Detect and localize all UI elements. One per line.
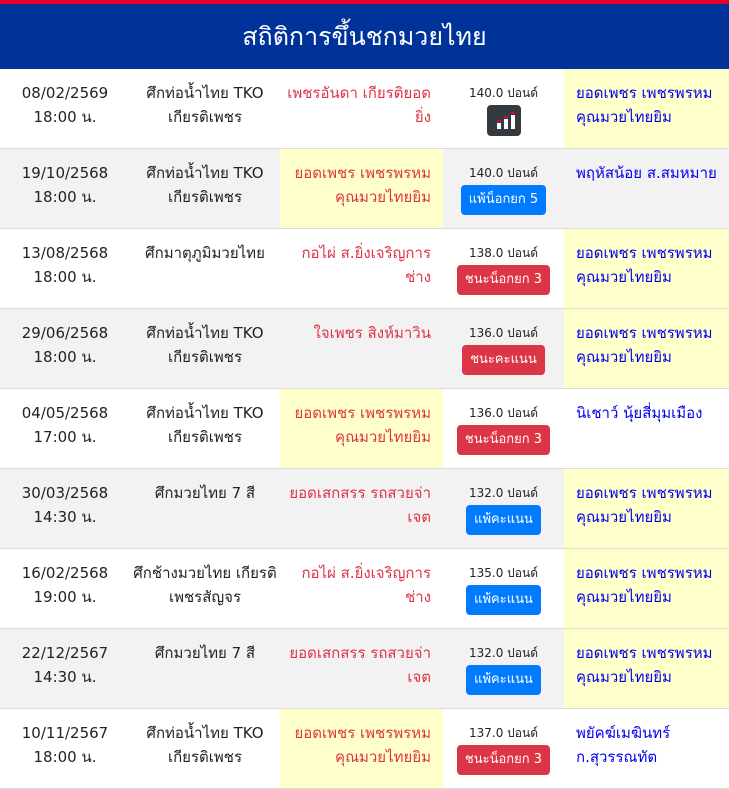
fight-time: 18:00 น. — [33, 348, 97, 366]
fight-result-cell — [443, 229, 564, 308]
event-name[interactable]: ศึกมวยไทย 7 สี — [154, 644, 256, 662]
weight-class: 132.0 ปอนด์ — [469, 486, 538, 500]
fight-result-cell — [443, 69, 564, 148]
result-badge[interactable]: แพ้คะแนน — [466, 505, 541, 535]
fight-date-time — [0, 629, 130, 708]
blue-corner-fighter[interactable]: ยอดเพชร เพชรพรหม คุณมวยไทยยิม — [564, 549, 729, 628]
fight-row — [0, 69, 729, 149]
red-corner-fighter[interactable]: กอไผ่ ส.ยิ่งเจริญการช่าง — [301, 244, 431, 286]
result-badge[interactable]: แพ้คะแนน — [466, 585, 541, 615]
fight-date: 29/06/2568 — [21, 324, 109, 342]
fight-date: 04/05/2568 — [21, 404, 109, 422]
blue-corner-fighter[interactable]: ยอดเพชร เพชรพรหม คุณมวยไทยยิม — [564, 469, 729, 548]
fight-time: 18:00 น. — [33, 268, 97, 286]
fight-date: 10/11/2567 — [21, 724, 109, 742]
fight-date-time — [0, 309, 130, 388]
fight-result-cell — [443, 469, 564, 548]
fight-record-table — [0, 69, 729, 789]
event-name[interactable]: ศึกท่อน้ำไทย TKO เกียรติเพชร — [146, 724, 264, 766]
fight-date-time — [0, 229, 130, 308]
page-title: สถิติการขึ้นชกมวยไทย — [0, 0, 729, 69]
fight-date-time — [0, 549, 130, 628]
red-corner-fighter[interactable]: ใจเพชร สิงห์มาวิน — [313, 324, 431, 342]
fight-result-cell — [443, 549, 564, 628]
event-name[interactable]: ศึกมวยไทย 7 สี — [154, 484, 256, 502]
red-corner-fighter[interactable]: ยอดเสกสรร รถสวยจ่าเจต — [289, 484, 431, 526]
fight-date: 08/02/2569 — [21, 84, 109, 102]
event-name[interactable]: ศึกช้างมวยไทย เกียรติเพชรสัญจร — [133, 564, 277, 606]
blue-corner-fighter[interactable]: ยอดเพชร เพชรพรหม คุณมวยไทยยิม — [564, 629, 729, 708]
fight-row — [0, 629, 729, 709]
weight-class: 136.0 ปอนด์ — [469, 406, 538, 420]
fight-date-time — [0, 149, 130, 228]
fight-date-time — [0, 69, 130, 148]
blue-corner-fighter[interactable]: พยัคฆ์เมฆินทร์ ก.สุวรรณทัต — [576, 724, 671, 766]
fight-time: 17:00 น. — [33, 428, 97, 446]
blue-corner-fighter[interactable]: พฤหัสน้อย ส.สมหมาย — [576, 164, 717, 182]
result-badge[interactable]: ชนะน็อกยก 3 — [457, 425, 550, 455]
blue-corner-fighter[interactable]: ยอดเพชร เพชรพรหม คุณมวยไทยยิม — [564, 309, 729, 388]
fight-result-cell — [443, 709, 564, 788]
bar-chart-icon[interactable] — [487, 105, 521, 136]
event-name[interactable]: ศึกท่อน้ำไทย TKO เกียรติเพชร — [146, 404, 264, 446]
fight-result-cell — [443, 309, 564, 388]
fight-result-cell — [443, 629, 564, 708]
fight-row — [0, 709, 729, 789]
event-name[interactable]: ศึกท่อน้ำไทย TKO เกียรติเพชร — [146, 164, 264, 206]
result-badge[interactable]: ชนะน็อกยก 3 — [457, 745, 550, 775]
weight-class: 135.0 ปอนด์ — [469, 566, 538, 580]
weight-class: 140.0 ปอนด์ — [469, 166, 538, 180]
fight-date: 13/08/2568 — [21, 244, 109, 262]
weight-class: 138.0 ปอนด์ — [469, 246, 538, 260]
result-badge[interactable]: แพ้น็อกยก 5 — [461, 185, 546, 215]
fight-row — [0, 149, 729, 229]
fight-date: 30/03/2568 — [21, 484, 109, 502]
red-corner-fighter[interactable]: ยอดเพชร เพชรพรหม คุณมวยไทยยิม — [280, 149, 443, 228]
fight-result-cell — [443, 389, 564, 468]
red-corner-fighter[interactable]: กอไผ่ ส.ยิ่งเจริญการช่าง — [301, 564, 431, 606]
result-badge[interactable]: ชนะคะแนน — [462, 345, 545, 375]
fight-date: 19/10/2568 — [21, 164, 109, 182]
event-name[interactable]: ศึกท่อน้ำไทย TKO เกียรติเพชร — [146, 84, 264, 126]
fight-row — [0, 469, 729, 549]
red-corner-fighter[interactable]: ยอดเพชร เพชรพรหม คุณมวยไทยยิม — [280, 389, 443, 468]
result-badge[interactable]: แพ้คะแนน — [466, 665, 541, 695]
fight-date-time — [0, 469, 130, 548]
chart-bar — [497, 123, 501, 129]
fight-date-time — [0, 709, 130, 788]
fight-time: 18:00 น. — [33, 108, 97, 126]
blue-corner-fighter[interactable]: ยอดเพชร เพชรพรหม คุณมวยไทยยิม — [564, 229, 729, 308]
red-corner-fighter[interactable]: ยอดเพชร เพชรพรหม คุณมวยไทยยิม — [280, 709, 443, 788]
chart-bar — [511, 115, 515, 129]
event-name[interactable]: ศึกท่อน้ำไทย TKO เกียรติเพชร — [146, 324, 264, 366]
fight-date-time — [0, 389, 130, 468]
fight-time: 14:30 น. — [33, 668, 97, 686]
fight-row — [0, 549, 729, 629]
fight-date: 22/12/2567 — [21, 644, 109, 662]
red-corner-fighter[interactable]: เพชรอันดา เกียรติยอดยิ่ง — [287, 84, 431, 126]
weight-class: 137.0 ปอนด์ — [469, 726, 538, 740]
result-badge[interactable]: ชนะน็อกยก 3 — [457, 265, 550, 295]
fight-time: 14:30 น. — [33, 508, 97, 526]
fight-time: 18:00 น. — [33, 188, 97, 206]
fight-time: 18:00 น. — [33, 748, 97, 766]
chart-bar — [504, 119, 508, 129]
weight-class: 136.0 ปอนด์ — [469, 326, 538, 340]
weight-class: 140.0 ปอนด์ — [469, 86, 538, 100]
fight-row — [0, 309, 729, 389]
weight-class: 132.0 ปอนด์ — [469, 646, 538, 660]
red-corner-fighter[interactable]: ยอดเสกสรร รถสวยจ่าเจต — [289, 644, 431, 686]
fight-result-cell — [443, 149, 564, 228]
fight-date: 16/02/2568 — [21, 564, 109, 582]
event-name[interactable]: ศึกมาตุภูมิมวยไทย — [145, 244, 265, 262]
blue-corner-fighter[interactable]: ยอดเพชร เพชรพรหม คุณมวยไทยยิม — [564, 69, 729, 148]
fight-row — [0, 389, 729, 469]
fight-time: 19:00 น. — [33, 588, 97, 606]
fight-row — [0, 229, 729, 309]
blue-corner-fighter[interactable]: นิเชาว์ นุ้ยสี่มุมเมือง — [576, 404, 703, 422]
